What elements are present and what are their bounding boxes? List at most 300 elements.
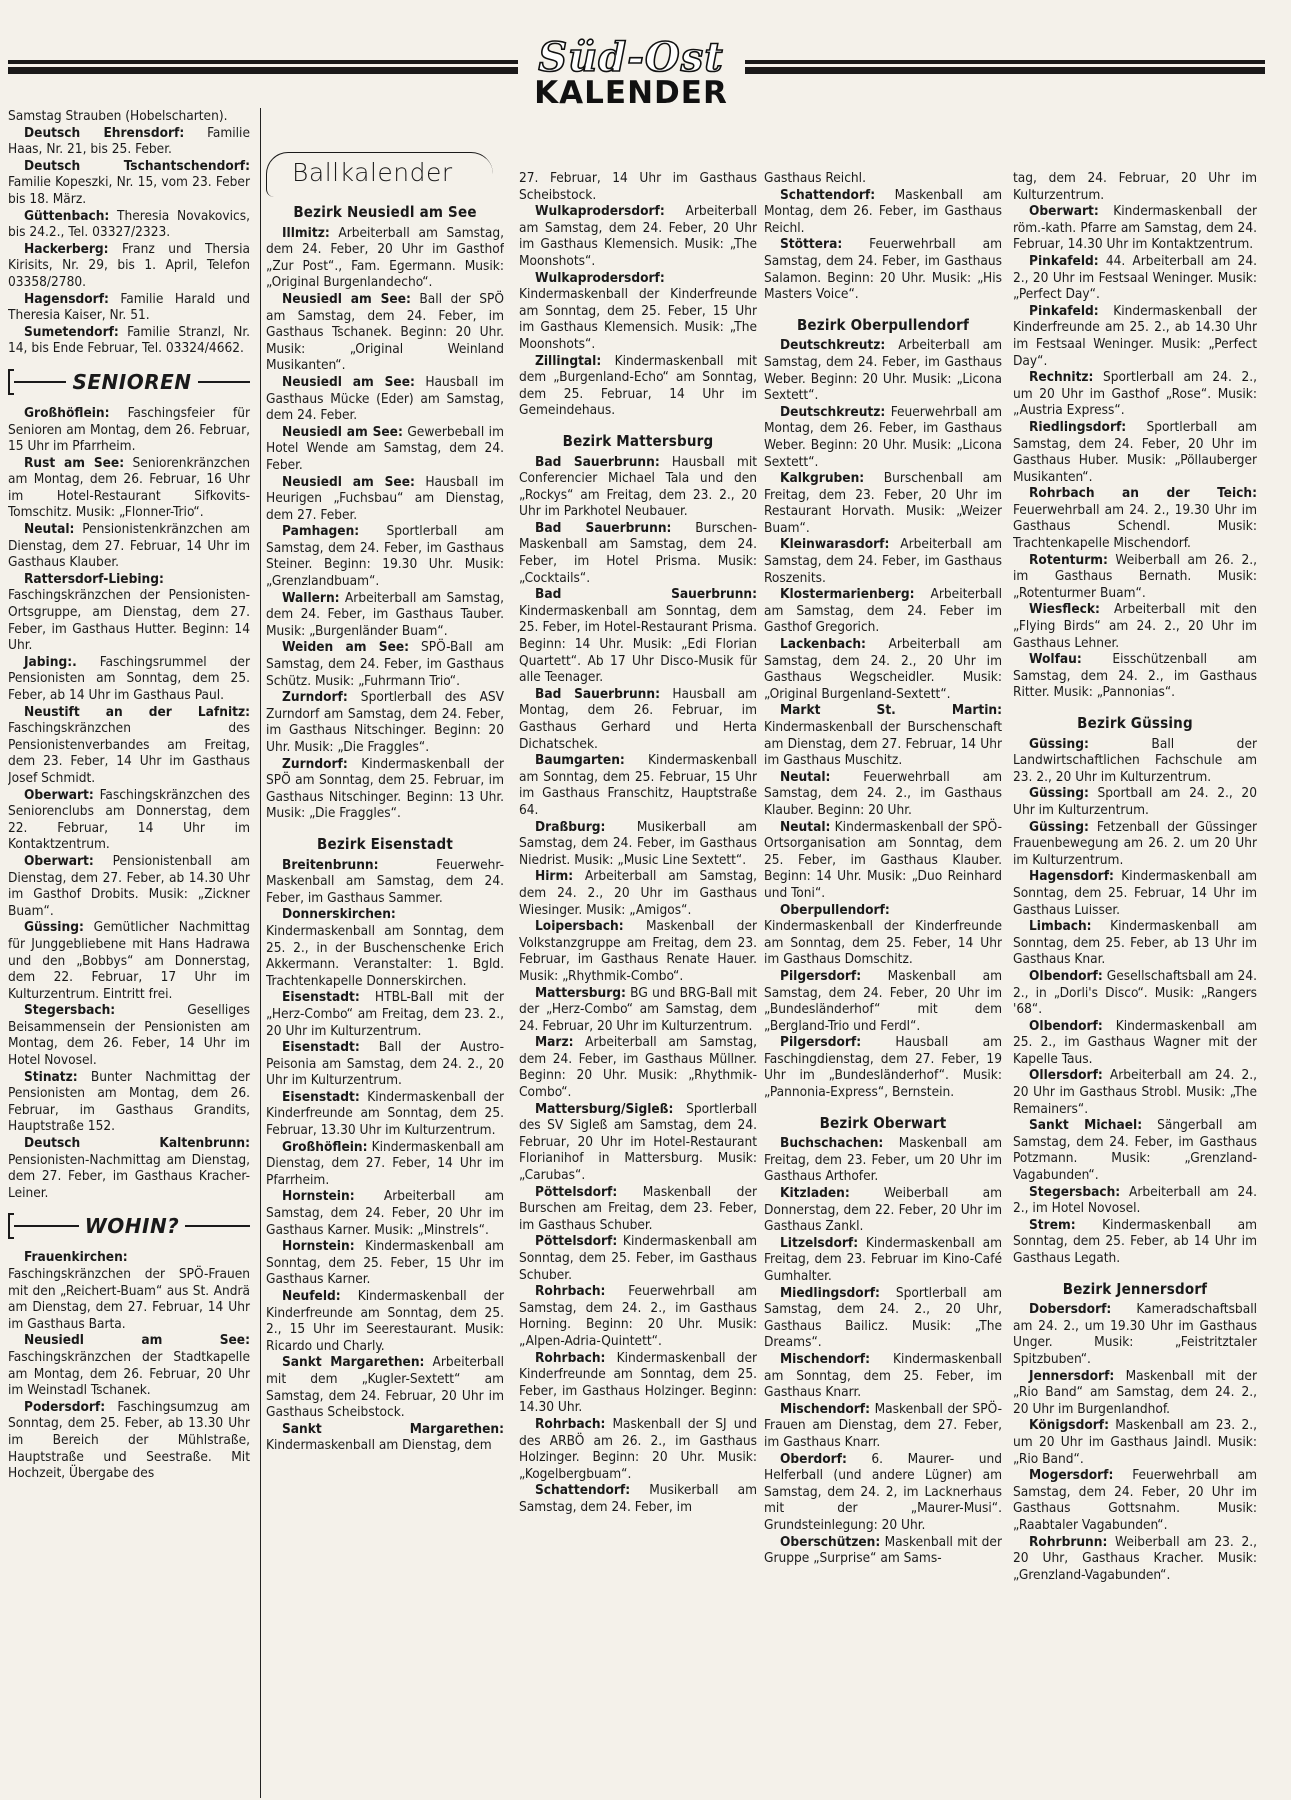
event-text: Weiberball am Donnerstag, dem 22. Feber, 20 Uhr im Gasthaus Zankl. <box>764 1185 1002 1235</box>
event-entry <box>764 337 1002 403</box>
event-text: Bunter Nachmittag der Pensionisten am Montag, dem 26. Februar, im Gasthaus Grandits, Hauptstraße 152. <box>8 1068 250 1135</box>
event-place: Güssing: <box>1029 785 1089 802</box>
event-entry <box>266 989 504 1039</box>
event-place: Oberdorf: <box>780 1450 847 1467</box>
event-entry <box>764 404 1002 470</box>
event-entry <box>1013 736 1257 786</box>
event-place: Rohrbach: <box>535 1349 606 1366</box>
event-text: Maskenball der SJ und des ARBÖ am 26. 2., im Gasthaus Holzinger. Beginn: 20 Uhr. Musik: „Kogelbergbuam“. <box>519 1415 757 1482</box>
event-entry <box>266 906 504 989</box>
masthead-logo <box>520 34 742 111</box>
event-text: Arbeiterball am 24. 2., im Hotel Novosel. <box>1013 1183 1257 1217</box>
event-text: Kindermaskenball am Sonntag, dem 25. Februar, 14 Uhr im Gasthaus Luisser. <box>1013 868 1257 918</box>
event-place: Hornstein: <box>282 1188 355 1205</box>
event-text: Pensionisten-Nachmittag am Dienstag, dem 27. Feber, im Gasthaus Kracher-Leiner. <box>8 1151 250 1201</box>
event-entry <box>519 353 757 419</box>
event-entry <box>1013 552 1257 602</box>
event-list <box>266 225 504 822</box>
bezirk-heading: Bezirk Oberwart <box>819 1113 947 1132</box>
event-list <box>266 857 504 1454</box>
event-text: Samstag Strauben (Hobelscharten). <box>8 108 228 124</box>
event-text: Arbeiterball am Samstag, dem 24. Feber, im Gasthaus Müllner. Beginn: 20 Uhr. Musik: „Rhythmik-Combo“. <box>519 1034 757 1101</box>
event-place: Rohrbach: <box>535 1283 606 1300</box>
event-text: Kameradschaftsball am 24. 2., um 19.30 Uhr im Gasthaus Unger. Musik: „Feistritztaler Spitzbuben“. <box>1013 1301 1257 1367</box>
event-place: Königsdorf: <box>1029 1417 1109 1434</box>
event-place: Litzelsdorf: <box>780 1234 859 1251</box>
event-place: Eisenstadt: <box>282 989 360 1006</box>
event-entry <box>8 704 250 787</box>
event-entry <box>266 590 504 640</box>
event-place: Podersdorf: <box>24 1398 106 1415</box>
event-text: Familie Kopeszki, Nr. 15, vom 23. Feber bis 18. März. <box>8 174 250 207</box>
masthead-rule-right <box>745 60 1265 74</box>
event-place: Zillingtal: <box>535 352 602 369</box>
event-text: Maskenball am Freitag, dem 23. Feber, um 20 Uhr im Gasthaus Arthofer. <box>764 1135 1002 1185</box>
event-text: Hausball im Gasthaus Mücke (Eder) am Samstag, dem 24. Feber. <box>266 373 504 424</box>
event-entry <box>266 374 504 424</box>
event-entry <box>1013 253 1257 303</box>
event-text: Ball der Landwirtschaftlichen Fachschule am 23. 2., 20 Uhr im Kulturzentrum. <box>1013 735 1257 785</box>
event-place: Olbendorf: <box>1029 967 1103 984</box>
event-list <box>764 187 1002 303</box>
event-entry <box>1013 819 1257 869</box>
event-text: Kindermaskenball mit dem „Burgenland-Echo“ am Sonntag, dem 25. Februar, 14 Uhr im Gemeindehaus. <box>519 352 757 419</box>
event-place: Pilgersdorf: <box>780 967 862 984</box>
event-entry <box>519 1101 757 1184</box>
event-text: Maskenball am Samstag, dem 24. Feber, 20 Uhr im „Bundesländerhof“ mit dem „Bergland-Trio und Ferdl“. <box>764 967 1002 1034</box>
event-list <box>1013 203 1257 701</box>
event-text: Faschingskränzchen der Stadtkapelle am Montag, dem 26. Februar, 20 Uhr im Weinstadl Tschanek. <box>8 1348 250 1399</box>
event-text: Kindermaskenball am Dienstag, dem <box>266 1437 492 1454</box>
event-entry <box>764 1135 1002 1185</box>
event-entry <box>8 787 250 853</box>
event-entry <box>1013 1184 1257 1217</box>
event-text: Feuerwehrball am 24. 2., 19.30 Uhr im Gasthaus Schendl. Musik: Trachtenkapelle Mischendorf. <box>1013 501 1257 552</box>
event-entry <box>266 1039 504 1089</box>
event-text: HTBL-Ball mit der „Herz-Combo“ am Freitag, dem 23. 2., 20 Uhr im Kulturzentrum. <box>266 989 504 1039</box>
event-place: Kitzladen: <box>780 1185 850 1202</box>
event-place: Markt St. Martin: <box>780 702 1002 719</box>
event-place: Rechnitz: <box>1029 369 1094 386</box>
event-place: Frauenkirchen: <box>24 1249 128 1266</box>
event-entry <box>266 689 504 755</box>
event-entry <box>266 523 504 589</box>
event-entry <box>764 1534 1002 1567</box>
event-entry <box>764 586 1002 636</box>
event-text: Feuerwehrball am Samstag, dem 24. 2., im Gasthaus Horning. Beginn: 20 Uhr. Musik: „Alpen-Adria-Quintett“. <box>519 1283 757 1349</box>
event-text: Arbeiterball am Samstag, dem 24. Feber, im Gasthaus Weber. Beginn: 20 Uhr. Musik: „Licona Sextett“. <box>764 337 1002 404</box>
event-place: Illmitz: <box>282 224 330 241</box>
event-entry <box>519 203 757 269</box>
event-place: Stöttera: <box>780 236 843 253</box>
event-text: Maskenball der Burschen am Freitag, dem 23. Feber, im Gasthaus Schuber. <box>519 1183 757 1233</box>
event-place: Eisenstadt: <box>282 1088 360 1105</box>
event-entry <box>1013 1117 1257 1183</box>
column-1 <box>8 108 261 1798</box>
event-place: Pilgersdorf: <box>780 1034 862 1051</box>
event-place: Dobersdorf: <box>1029 1301 1112 1318</box>
event-entry <box>266 1421 504 1454</box>
event-place: Kleinwarasdorf: <box>780 536 890 553</box>
event-entry <box>519 520 757 586</box>
event-entry <box>266 424 504 474</box>
event-entry <box>519 1482 757 1515</box>
event-entry <box>8 1002 250 1068</box>
event-entry <box>1013 1018 1257 1068</box>
event-text: Arbeiterball am Samstag, dem 24. 2., 20 Uhr im Gasthaus Wegscheidler. Musik: „Original Burgenland-Sextett“. <box>764 636 1002 702</box>
event-place: Wiesfleck: <box>1029 601 1100 618</box>
event-place: Kalkgruben: <box>780 470 865 487</box>
event-entry <box>519 918 757 984</box>
event-place: Neusiedl am See: <box>24 1332 250 1349</box>
event-text: Weiberball am 26. 2., im Gasthaus Bernath. Musik: „Rotenturmer Buam“. <box>1013 551 1257 601</box>
event-text: Kindermaskenball der SPÖ-Ortsorganisation am Sonntag, dem 25. Feber, im Gasthaus Klauber. Beginn: 14 Uhr. Musik: „Duo Reinhard und Toni“. <box>764 818 1002 901</box>
event-text: Kindermaskenball der Kinderfreunde am Sonntag, dem 25. Feber, im Gasthaus Holzinger. Beginn: 14.30 Uhr. <box>519 1349 757 1416</box>
event-entry <box>519 985 757 1035</box>
event-entry <box>519 819 757 869</box>
event-place: Oberschützen: <box>780 1533 881 1550</box>
event-place: Loipersbach: <box>535 918 624 935</box>
event-place: Rohrbach an der Teich: <box>1029 485 1257 502</box>
event-place: Miedlingsdorf: <box>780 1284 880 1301</box>
event-place: Rohrbrunn: <box>1029 1533 1108 1550</box>
event-entry <box>764 968 1002 1034</box>
event-text: 44. Arbeiterball am 24. 2., 20 Uhr im Festsaal Weninger. Musik: „Perfect Day“. <box>1013 252 1257 303</box>
event-place: Güssing: <box>1029 818 1089 835</box>
event-text: BG und BRG-Ball mit der „Herz-Combo“ am Samstag, dem 24. Februar, 20 Uhr im Kulturzentrum. <box>519 984 757 1034</box>
senioren-header <box>8 367 250 397</box>
event-place: Eisenstadt: <box>282 1039 360 1056</box>
event-text: Arbeiterball am Samstag, dem 24. Feber, 20 Uhr im Gasthof „Zur Post“., Fam. Egermann. Musik: „Original Burgenlandecho“. <box>266 224 504 291</box>
event-text: Kindermaskenball der Kinderfreunde am 25. 2., ab 14.30 Uhr im Festsaal Weninger. Musik: „Perfect Day“. <box>1013 302 1257 369</box>
column-4 <box>764 170 1002 1800</box>
event-entry <box>1013 303 1257 369</box>
event-text: Kindermaskenball am Sonntag, dem 25. Feber, im Gasthaus Knarr. <box>764 1350 1002 1401</box>
event-entry <box>1013 1217 1257 1267</box>
event-entry <box>519 1233 757 1283</box>
event-place: Limbach: <box>1029 918 1092 935</box>
event-text: Kindermaskenball am Dienstag, dem 27. Feber, 14 Uhr im Pfarrheim. <box>266 1138 504 1188</box>
event-text: Arbeiterball am 24. 2., 20 Uhr im Gasthaus Strobl. Musik: „The Remainers“. <box>1013 1067 1257 1117</box>
event-place: Marz: <box>535 1034 574 1051</box>
event-list <box>764 1135 1002 1566</box>
event-entry <box>8 1069 250 1135</box>
event-entry <box>8 158 250 208</box>
event-text: Familie Stranzl, Nr. 14, bis Ende Februar, Tel. 03324/4662. <box>8 323 250 357</box>
ballkalender-title: Ballkalender <box>292 158 453 187</box>
event-place: Neusiedl am See: <box>282 423 403 440</box>
event-place: Rattersdorf-Liebing: <box>24 570 164 587</box>
event-entry <box>266 639 504 689</box>
event-text: Faschingskränzchen des Seniorenclubs am Donnerstag, dem 22. Februar, 14 Uhr im Kontaktzentrum. <box>8 786 250 853</box>
event-place: Pöttelsdorf: <box>535 1183 618 1200</box>
event-text: Feuerwehrball am Samstag, dem 24. Feber, im Gasthaus Salamon. Beginn: 20 Uhr. Musik: „His Masters Voice“. <box>764 236 1002 303</box>
wohin-header <box>8 1211 250 1241</box>
event-place: Stinatz: <box>24 1068 78 1085</box>
event-place: Mattersburg: <box>535 984 626 1001</box>
event-entry <box>519 1350 757 1416</box>
event-text: Arbeiterball mit dem „Kugler-Sextett“ am Samstag, dem 24. Februar, 20 Uhr im Gasthaus Scheibstock. <box>266 1354 504 1421</box>
event-text: Maskenball der Volkstanzgruppe am Freitag, dem 23. Februar, im Gasthaus Renate Hauer. Musik: „Rhythmik-Combo“. <box>519 918 757 984</box>
event-text: Gemütlicher Nachmittag für Junggebliebene mit Hans Hadrawa und den „Bobbys“ am Donnerstag, dem 22. Februar, 17 Uhr im Kulturzentrum. Eintritt frei. <box>8 919 250 1002</box>
event-text: Sportlerball des ASV Zurndorf am Samstag, dem 24. Feber, im Gasthaus Nitschinger. Beginn: 20 Uhr. Musik: „Die Fraggles“. <box>266 689 504 755</box>
event-entry <box>266 756 504 822</box>
event-entry <box>519 868 757 918</box>
event-text: Faschingsrummel der Pensionisten am Sonntag, dem 25. Feber, ab 14 Uhr im Gasthaus Paul. <box>8 653 250 703</box>
event-place: Deutschkreutz: <box>780 403 886 420</box>
event-list <box>519 203 757 419</box>
event-text: Geselliges Beisammensein der Pensionisten am Montag, dem 26. Feber, 14 Uhr im Hotel Novosel. <box>8 1002 250 1069</box>
event-place: Oberpullendorf: <box>780 901 890 918</box>
event-entry <box>1013 1467 1257 1533</box>
event-text: Faschingskränzchen der SPÖ-Frauen mit den „Reichert-Buam“ aus St. Andrä am Dienstag, dem 27. Februar, 14 Uhr im Gasthaus Barta. <box>8 1266 250 1332</box>
event-place: Großhöflein: <box>282 1138 368 1155</box>
event-entry <box>519 1416 757 1482</box>
event-text: Musikerball am Samstag, dem 24. Feber, im Gasthaus Niedrist. Musik: „Music Line Sextett“. <box>519 818 757 868</box>
event-place: Bad Sauerbrunn: <box>535 519 672 536</box>
event-text: Maskenball mit der Gruppe „Surprise“ am Sams- <box>764 1533 1002 1567</box>
event-entry <box>1013 785 1257 818</box>
event-text: Pensionistenball am Dienstag, dem 27. Feber, ab 14.30 Uhr im Gasthof Drobits. Musik: „Zickner Buam“. <box>8 852 250 919</box>
event-entry <box>8 919 250 1002</box>
event-entry <box>266 225 504 291</box>
ballkalender-header <box>266 152 496 198</box>
event-entry <box>1013 1368 1257 1418</box>
event-place: Deutsch Tschantschendorf: <box>24 157 250 174</box>
bezirk-heading: Bezirk Jennersdorf <box>1062 1279 1208 1298</box>
event-entry <box>8 108 250 125</box>
event-text: Faschingsfeier für Senioren am Montag, dem 26. Februar, 15 Uhr im Pfarrheim. <box>8 404 250 455</box>
event-entry <box>764 470 1002 536</box>
event-entry <box>764 1351 1002 1401</box>
event-place: Deutsch Ehrensdorf: <box>24 124 185 141</box>
event-text: Kindermaskenball am Sonntag, dem 25. Feber, 15 Uhr im Gasthaus Karner. <box>266 1238 504 1288</box>
event-text: Faschingskränzchen der Pensionisten-Ortsgruppe, am Dienstag, dem 27. Feber, im Gasthaus Hutter. Beginn: 14 Uhr. <box>8 587 250 654</box>
event-entry <box>1013 419 1257 485</box>
event-entry <box>266 1354 504 1420</box>
event-entry <box>1013 918 1257 968</box>
event-list <box>1013 1301 1257 1583</box>
event-entry <box>519 454 757 520</box>
wohin-title: WOHIN? <box>84 1214 180 1239</box>
event-place: Olbendorf: <box>1029 1017 1103 1034</box>
event-entry <box>1013 203 1257 253</box>
event-place: Bad Sauerbrunn: <box>535 586 757 603</box>
event-place: Oberwart: <box>24 852 94 869</box>
event-place: Rust am See: <box>24 454 125 471</box>
event-place: Rohrbach: <box>535 1415 606 1432</box>
event-text: Arbeiterball am Samstag, dem 24. 2., 20 Uhr im Gasthaus Wiesinger. Musik: „Amigos“. <box>519 868 757 918</box>
event-place: Mogersdorf: <box>1029 1467 1114 1484</box>
event-entry <box>1013 1417 1257 1467</box>
event-entry <box>1013 1534 1257 1584</box>
event-place: Sankt Margarethen: <box>282 1354 425 1371</box>
event-place: Zurndorf: <box>282 689 348 706</box>
event-place: Neutal: <box>780 818 831 835</box>
event-place: Neufeld: <box>282 1288 341 1304</box>
event-text: Arbeiterball mit den „Flying Birds“ am 24. 2., 20 Uhr im Gasthaus Lehner. <box>1013 601 1257 651</box>
event-text: Kindermaskenball der Kinderfreunde am Sonntag, dem 25. Feber, 14 Uhr im Gasthaus Domschitz. <box>764 918 1002 968</box>
event-place: Neutal: <box>780 768 831 785</box>
event-place: Sankt Margarethen: <box>282 1420 504 1437</box>
event-entry <box>519 1283 757 1349</box>
event-place: Rotenturm: <box>1029 551 1108 568</box>
event-text: Familie Harald und Theresia Kaiser, Nr. 51. <box>8 290 250 324</box>
event-text: Fetzenball der Güssinger Frauenbewegung am 26. 2. um 20 Uhr im Kulturzentrum. <box>1013 818 1257 868</box>
event-entry <box>519 686 757 752</box>
senioren-list <box>8 405 250 1202</box>
event-entry <box>8 241 250 291</box>
continued-text: tag, dem 24. Februar, 20 Uhr im Kulturzentrum. <box>1013 170 1257 203</box>
event-entry <box>764 1451 1002 1534</box>
event-entry <box>8 455 250 521</box>
event-entry <box>266 1139 504 1189</box>
event-place: Neusiedl am See: <box>282 473 415 490</box>
event-place: Neusiedl am See: <box>282 373 415 390</box>
event-place: Hackerberg: <box>24 240 109 257</box>
event-text: Sportlerball am Samstag, dem 24. 2., 20 Uhr, Gasthaus Bailicz. Musik: „The Dreams“. <box>764 1284 1002 1351</box>
event-text: Hausball am Montag, dem 26. Februar, im Gasthaus Gerhard und Herta Dichatschek. <box>519 685 757 752</box>
event-entry <box>519 586 757 686</box>
event-place: Deutsch Kaltenbrunn: <box>24 1135 250 1152</box>
bezirk-heading: Bezirk Güssing <box>1077 714 1193 732</box>
event-place: Neusiedl am See: <box>282 290 411 307</box>
event-text: Kindermaskenball der Kinderfreunde am Sonntag, dem 25. 2., 15 Uhr im Seerestaurant. Musik: Ricardo und Charly. <box>266 1288 504 1354</box>
event-place: Oberwart: <box>24 786 94 803</box>
continued-text: Gasthaus Reichl. <box>764 170 866 186</box>
event-text: Sportlerball am 24. 2., um 20 Uhr im Gasthof „Rose“. Musik: „Austria Express“. <box>1013 369 1257 419</box>
event-text: Gesellschaftsball am 24. 2., in „Dorli's Disco“. Musik: „Rangers '68“. <box>1013 967 1257 1018</box>
event-text: Kindermaskenball der Kinderfreunde am Sonntag, dem 25. Feber, 15 Uhr im Gasthaus Klemensich. Musik: „The Moonshots“. <box>519 286 757 352</box>
event-entry <box>8 1399 250 1482</box>
event-entry <box>764 769 1002 819</box>
event-text: Maskenball mit der „Rio Band“ am Samstag, dem 24. 2., 20 Uhr im Burgenlandhof. <box>1013 1367 1257 1417</box>
event-text: Faschingskränzchen des Pensionistenverbandes am Freitag, dem 23. Feber, 14 Uhr im Gasthaus Josef Schmidt. <box>8 720 250 786</box>
event-place: Jabing:. <box>24 653 77 670</box>
event-place: Hirm: <box>535 868 574 885</box>
event-text: Ball der SPÖ am Samstag, dem 24. Feber, im Gasthaus Tschanek. Beginn: 20 Uhr. Musik: „Original Weinland Musikanten“. <box>266 290 504 374</box>
column-2 <box>266 200 504 1790</box>
event-text: Ball der Austro-Peisonia am Samstag, dem 24. 2., 20 Uhr im Kulturzentrum. <box>266 1039 504 1089</box>
event-place: Pinkafeld: <box>1029 252 1099 269</box>
masthead-title-bottom: KALENDER <box>534 75 728 111</box>
event-entry <box>8 324 250 357</box>
event-text: Franz und Thersia Kirisits, Nr. 29, bis 1. April, Telefon 03358/2780. <box>8 240 250 290</box>
event-place: Hagensdorf: <box>1029 868 1114 885</box>
event-text: Feuerwehrball am Samstag, dem 24. 2., im Gasthaus Klauber. Beginn: 20 Uhr. <box>764 768 1002 818</box>
event-text: Arbeiterball am Samstag, dem 24. Feber, im Gasthaus Tauber. Musik: „Burgenländer Buam“. <box>266 589 504 639</box>
event-place: Bad Sauerbrunn: <box>535 685 660 702</box>
bezirk-heading: Bezirk Neusiedl am See <box>293 203 477 221</box>
event-entry <box>1013 601 1257 651</box>
event-place: Wallern: <box>282 589 340 606</box>
event-place: Draßburg: <box>535 818 606 835</box>
event-entry <box>266 857 504 907</box>
event-entry <box>1013 651 1257 701</box>
event-entry <box>519 270 757 353</box>
event-text: Hausball im Heurigen „Fuchsbau“ am Dienstag, dem 27. Feber. <box>266 473 504 523</box>
event-place: Wulkaprodersdorf: <box>535 203 665 220</box>
continued-text: 27. Februar, 14 Uhr im Gasthaus Scheibstock. <box>519 170 757 203</box>
event-place: Strem: <box>1029 1216 1076 1233</box>
event-entry <box>8 405 250 455</box>
intro-list <box>8 108 250 357</box>
event-place: Zurndorf: <box>282 755 348 772</box>
event-place: Wolfau: <box>1029 651 1082 668</box>
event-place: Jennersdorf: <box>1029 1367 1115 1384</box>
event-text: Theresia Novakovics, bis 24.2., Tel. 03327/2323. <box>8 207 250 241</box>
event-entry <box>266 291 504 374</box>
event-text: Kindermaskenball der Kinderfreunde am Sonntag, dem 25. Februar, 13.30 Uhr im Kulturzentrum. <box>266 1088 504 1139</box>
event-place: Oberwart: <box>1029 203 1099 220</box>
event-entry <box>519 752 757 818</box>
event-text: Eisschützenball am Samstag, dem 24. 2., im Gasthaus Ritter. Musik: „Pannonias“. <box>1013 651 1257 701</box>
event-entry <box>519 1184 757 1234</box>
event-entry <box>519 1034 757 1100</box>
bezirk-heading: Bezirk Mattersburg <box>562 431 714 450</box>
event-entry <box>764 187 1002 237</box>
event-place: Mattersburg/Sigleß: <box>535 1100 674 1117</box>
event-place: Baumgarten: <box>535 752 625 769</box>
event-text: Kindermaskenball am Sonntag, dem 25. Feber, ab 13 Uhr im Gasthaus Knar. <box>1013 918 1257 968</box>
event-place: Mischendorf: <box>780 1400 871 1417</box>
event-text: Kindermaskenball am Sonntag, dem 25. Feber, ab 14 Uhr im Gasthaus Legath. <box>1013 1216 1257 1266</box>
event-place: Stegersbach: <box>1029 1183 1121 1200</box>
event-entry <box>764 536 1002 586</box>
event-place: Großhöflein: <box>24 404 110 421</box>
event-place: Buchschachen: <box>780 1135 884 1152</box>
event-text: Kindermaskenball am 25. 2., im Gasthaus Wagner mit der Kapelle Taus. <box>1013 1017 1257 1067</box>
event-place: Hagensdorf: <box>24 290 109 307</box>
event-place: Breitenbrunn: <box>282 856 379 873</box>
event-text: Maskenball der SPÖ-Frauen am Dienstag, dem 27. Feber, im Gasthaus Knarr. <box>764 1400 1002 1450</box>
event-entry <box>266 1238 504 1288</box>
senioren-title: SENIOREN <box>72 369 192 394</box>
event-text: Kindermaskenball am Sonntag, dem 25. Februar, 15 Uhr im Gasthaus Franschitz, Hauptstraße 64. <box>519 752 757 818</box>
event-entry <box>8 571 250 654</box>
bezirk-heading: Bezirk Eisenstadt <box>317 834 453 853</box>
event-entry <box>764 1401 1002 1451</box>
event-place: Mischendorf: <box>780 1350 871 1367</box>
event-entry <box>8 125 250 158</box>
event-place: Weiden am See: <box>282 639 410 656</box>
event-entry <box>8 1332 250 1398</box>
event-place: Riedlingsdorf: <box>1029 418 1127 435</box>
event-text: Hausball am Faschingdienstag, dem 27. Feber, 19 Uhr im „Bundesländerhof“. Musik: „Pannonia-Express“, Bernstein. <box>764 1034 1002 1101</box>
event-text: Faschingsumzug am Sonntag, dem 25. Feber, ab 13.30 Uhr im Bereich der Mühlstraße, Hauptstraße und Seestraße. Mit Hochzeit, Übergabe des <box>8 1398 250 1482</box>
event-entry <box>8 208 250 241</box>
event-entry <box>764 1285 1002 1351</box>
event-entry <box>266 1288 504 1354</box>
event-text: Feuerwehrball am Montag, dem 26. Feber, im Gasthaus Weber. Beginn: 20 Uhr. Musik: „Licona Sextett“. <box>764 403 1002 470</box>
event-place: Deutschkreutz: <box>780 337 886 354</box>
event-list <box>1013 736 1257 1267</box>
event-text: Sportlerball des SV Sigleß am Samstag, dem 24. Februar, 20 Uhr im Hotel-Restaurant Florianihof in Mattersburg. Musik: „Carubas“. <box>519 1100 757 1184</box>
event-text: Sportball am 24. 2., 20 Uhr im Kulturzentrum. <box>1013 785 1257 818</box>
event-text: Kindermaskenball der SPÖ am Sonntag, dem 25. Februar, im Gasthaus Nitschinger. Beginn: 13 Uhr. Musik: „Die Fraggles“. <box>266 755 504 822</box>
wohin-list <box>8 1249 250 1481</box>
event-list <box>519 454 757 1516</box>
event-entry <box>1013 1301 1257 1367</box>
event-text: Pensionistenkränzchen am Dienstag, dem 27. Februar, 14 Uhr im Gasthaus Klauber. <box>8 521 250 571</box>
event-entry <box>1013 968 1257 1018</box>
event-entry <box>8 853 250 919</box>
event-text: Arbeiterball am Samstag, dem 24. Feber, 20 Uhr im Gasthaus Karner. Musik: „Minstrels“. <box>266 1188 504 1238</box>
event-entry <box>764 236 1002 302</box>
event-text: Kindermaskenball der röm.-kath. Pfarre am Samstag, dem 24. Februar, 14.30 Uhr im Kontaktzentrum. <box>1013 203 1257 253</box>
event-text: Maskenball am 23. 2., um 20 Uhr im Gasthaus Jaindl. Musik: „Rio Band“. <box>1013 1417 1257 1467</box>
event-entry <box>8 1135 250 1201</box>
